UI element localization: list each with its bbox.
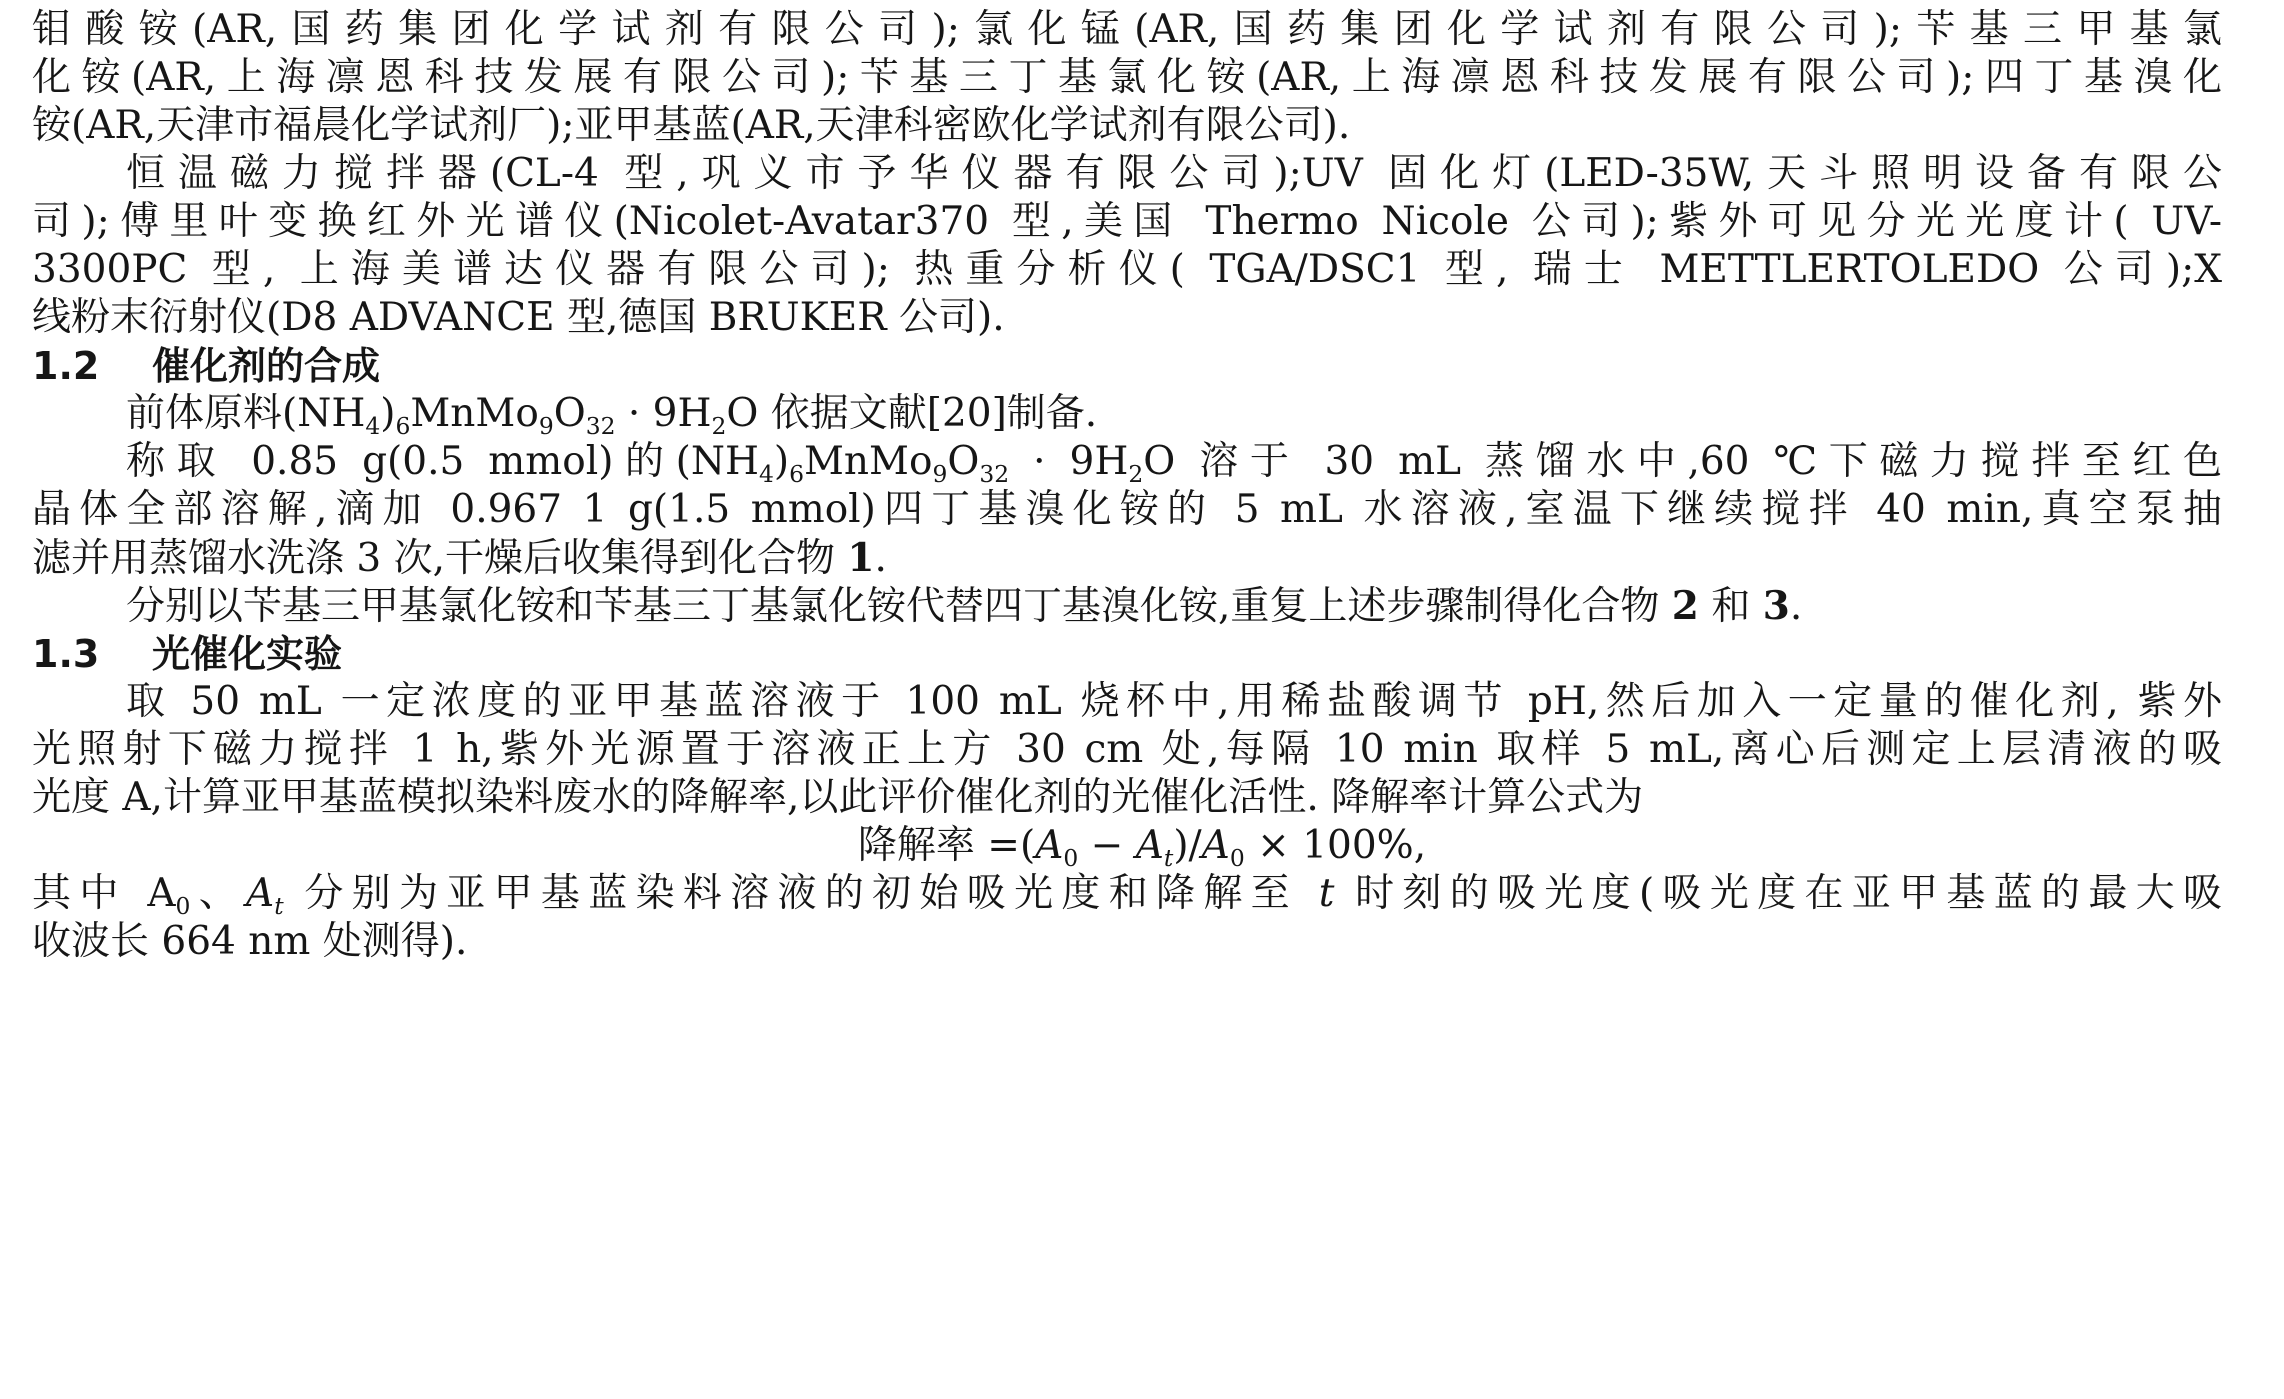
reagents-line-3: 铵(AR,天津市福晨化学试剂厂);亚甲基蓝(AR,天津科密欧化学试剂有限公司). xyxy=(32,103,1351,148)
compound-3-label: 3 xyxy=(1762,583,1790,629)
photocatalysis-line-3: 光度 A,计算亚甲基蓝模拟染料废水的降解率,以此评价催化剂的光催化活性. 降解率计算公式为 xyxy=(32,775,1644,820)
formula-explanation-line-1: 其中 $A_0$、$A_t$ 分别为亚甲基蓝染料溶液的初始吸光度和降解至 t 时刻的吸光度(吸光度在亚甲基蓝的最大吸 xyxy=(32,871,2222,921)
degradation-formula: 降解率 $=(A_0 - A_t)/A_0 \times 100\%$, xyxy=(857,823,1427,873)
compound-1-label: 1 xyxy=(847,535,875,581)
section-title: 催化剂的合成 xyxy=(152,344,381,388)
instruments-line-3: 3300PC 型, 上海美谱达仪器有限公司); 热重分析仪( TGA/DSC1 型, 瑞士 METTLERTOLEDO 公司);X xyxy=(32,247,2222,292)
instruments-line-4: 线粉末衍射仪(D8 ADVANCE 型,德国 BRUKER 公司). xyxy=(32,295,1005,340)
formula-explanation-line-2: 收波长 664 nm 处测得). xyxy=(32,919,468,964)
reagents-line-2: 化铵(AR,上海凛恩科技发展有限公司);苄基三丁基氯化铵(AR,上海凛恩科技发展有限公司);四丁基溴化 xyxy=(32,55,2222,100)
instruments-line-1: 恒温磁力搅拌器(CL-4 型,巩义市予华仪器有限公司);UV 固化灯(LED-35W,天斗照明设备有限公 xyxy=(126,151,2222,196)
synthesis-line-1: 称取 0.85 g(0.5 mmol)的$(NH_4)_6MnMo_9O_{32} \cdot 9H_2O$ 溶于 30 mL 蒸馏水中,60 ℃下磁力搅拌至红色 xyxy=(126,439,2222,489)
section-number: 1.2 xyxy=(32,344,100,388)
synthesis-line-2: 晶体全部溶解,滴加 0.967 1 g(1.5 mmol)四丁基溴化铵的 5 mL 水溶液,室温下继续搅拌 40 min,真空泵抽 xyxy=(32,487,2222,532)
precursor-line: 前体原料$(NH_4)_6MnMo_9O_{32} \cdot 9H_2O$ 依据文献[20]制备. xyxy=(126,391,1098,441)
compounds-2-3-line: 分别以苄基三甲基氯化铵和苄基三丁基氯化铵代替四丁基溴化铵,重复上述步骤制得化合物 2 和 3. xyxy=(126,583,1803,629)
section-number: 1.3 xyxy=(32,632,100,676)
photocatalysis-line-2: 光照射下磁力搅拌 1 h,紫外光源置于溶液正上方 30 cm 处,每隔 10 min 取样 5 mL,离心后测定上层清液的吸 xyxy=(32,727,2222,772)
photocatalysis-line-1: 取 50 mL 一定浓度的亚甲基蓝溶液于 100 mL 烧杯中,用稀盐酸调节 pH,然后加入一定量的催化剂, 紫外 xyxy=(126,679,2222,724)
compound-2-label: 2 xyxy=(1671,583,1699,629)
synthesis-line-3: 滤并用蒸馏水洗涤 3 次,干燥后收集得到化合物 1. xyxy=(32,535,887,581)
reagents-line-1: 钼酸铵(AR,国药集团化学试剂有限公司);氯化锰(AR,国药集团化学试剂有限公司);苄基三甲基氯 xyxy=(32,7,2222,52)
instruments-line-2: 司);傅里叶变换红外光谱仪(Nicolet-Avatar370 型,美国 Thermo Nicole 公司);紫外可见分光光度计( UV- xyxy=(32,199,2222,244)
section-title: 光催化实验 xyxy=(152,632,343,676)
